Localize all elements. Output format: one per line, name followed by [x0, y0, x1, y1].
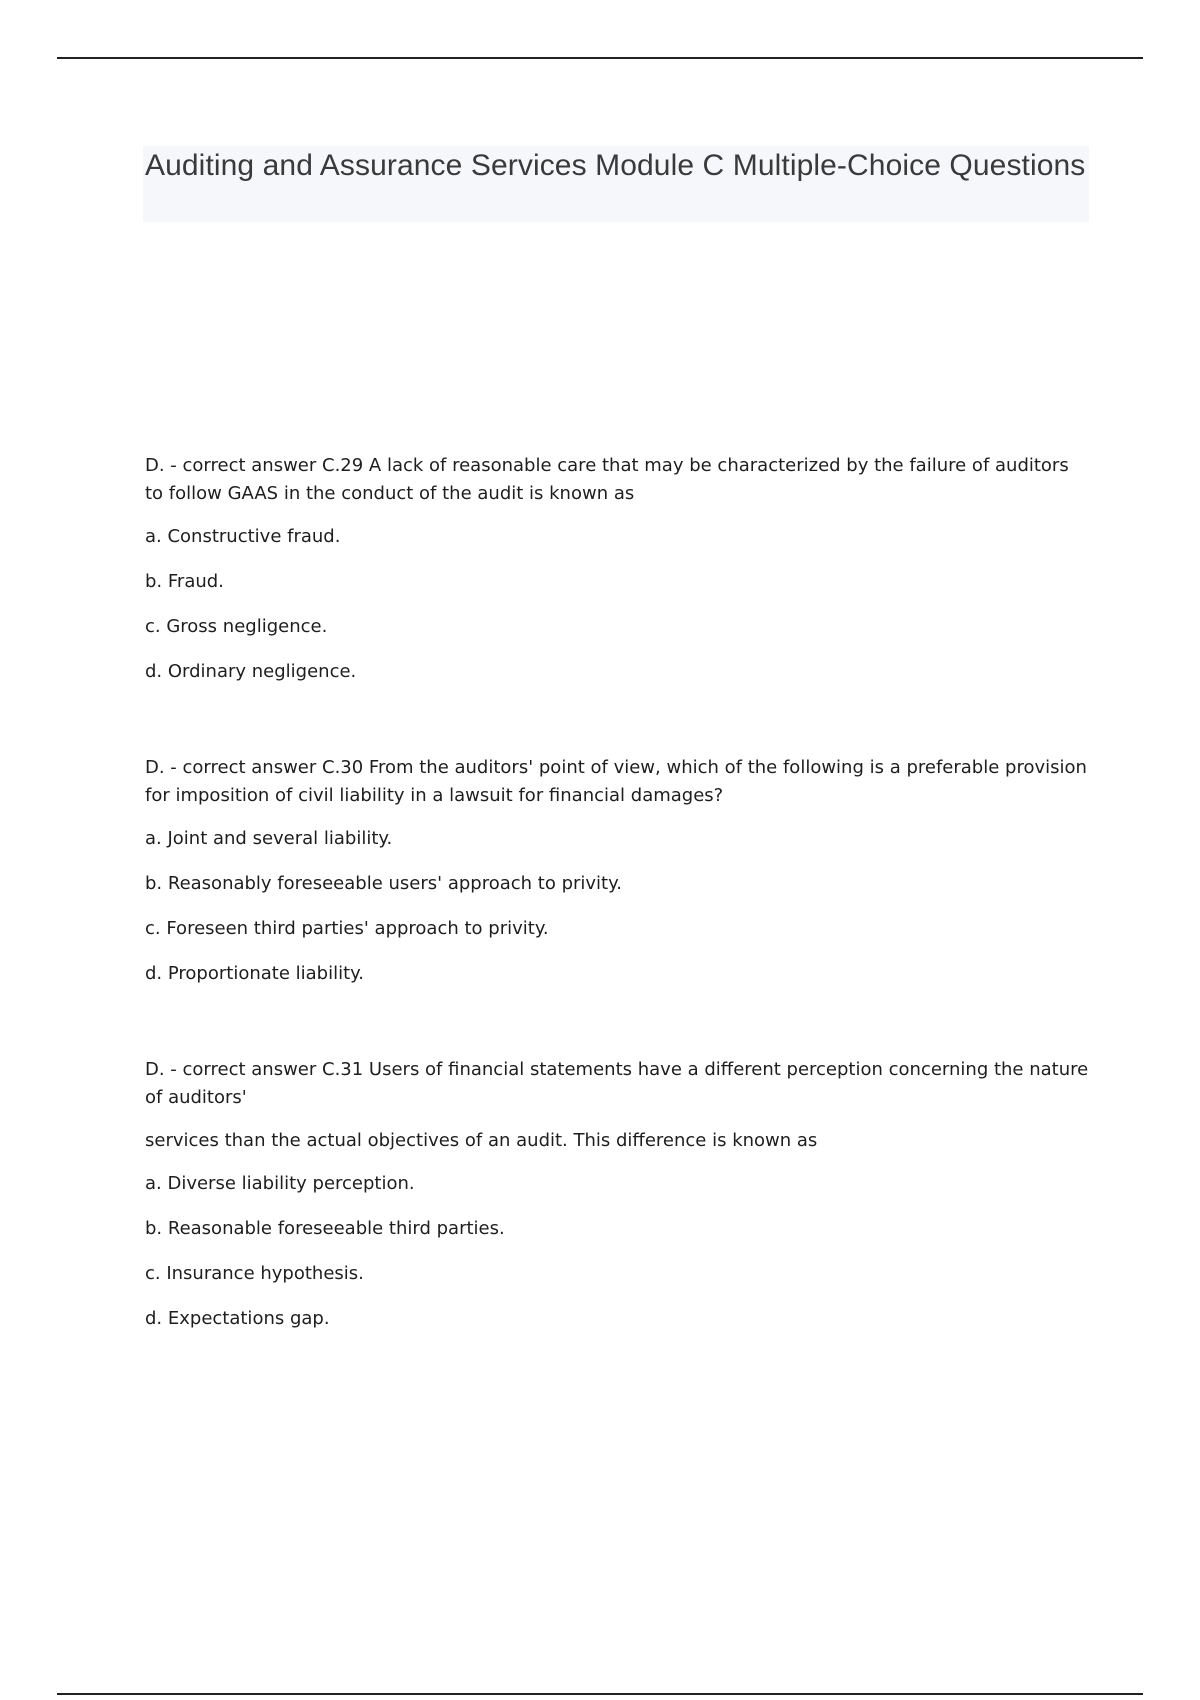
option-a: a. Diverse liability perception.	[145, 1173, 415, 1194]
question-c29	[145, 452, 1091, 686]
question-c31	[145, 1056, 1091, 1333]
title-box	[143, 146, 1089, 222]
option-b: b. Fraud.	[145, 571, 224, 592]
option-a: a. Constructive fraud.	[145, 526, 341, 547]
top-rule	[57, 57, 1143, 59]
question-c30	[145, 754, 1091, 988]
option-d: d. Expectations gap.	[145, 1308, 330, 1329]
option-c: c. Foreseen third parties' approach to privity.	[145, 918, 549, 939]
question-prompt-continuation: services than the actual objectives of an audit. This difference is known as	[145, 1130, 818, 1151]
bottom-rule	[57, 1693, 1143, 1695]
option-a: a. Joint and several liability.	[145, 828, 393, 849]
option-b: b. Reasonably foreseeable users' approach to privity.	[145, 873, 622, 894]
option-b: b. Reasonable foreseeable third parties.	[145, 1218, 505, 1239]
document-title: Auditing and Assurance Services Module C Multiple-Choice Questions	[145, 149, 1086, 182]
question-prompt: D. - correct answer C.31 Users of financial statements have a different perception concerning the nature of auditors'	[145, 1059, 1089, 1108]
question-prompt: D. - correct answer C.30 From the auditors' point of view, which of the following is a preferable provision for imposition of civil liability in a lawsuit for financial damages?	[145, 757, 1087, 806]
option-d: d. Ordinary negligence.	[145, 661, 357, 682]
option-c: c. Gross negligence.	[145, 616, 328, 637]
option-c: c. Insurance hypothesis.	[145, 1263, 364, 1284]
option-d: d. Proportionate liability.	[145, 963, 364, 984]
question-prompt: D. - correct answer C.29 A lack of reasonable care that may be characterized by the failure of auditors to follow GAAS in the conduct of the audit is known as	[145, 455, 1069, 504]
